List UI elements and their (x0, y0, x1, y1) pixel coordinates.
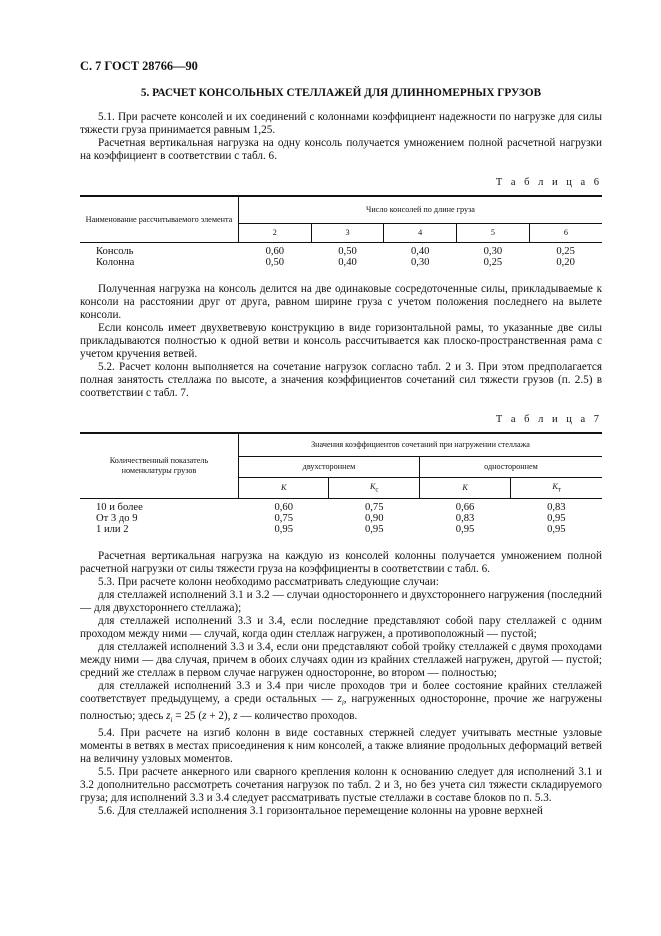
table-cell: 10 и более (96, 502, 143, 513)
table-6-group-header: Число консолей по длине груза (239, 196, 603, 224)
table-cell: 0,95 (364, 524, 384, 535)
page-header: С. 7 ГОСТ 28766—90 (80, 59, 198, 73)
table-cell: 0,95 (455, 524, 475, 535)
table-6-col-header: 5 (457, 224, 530, 243)
table-cell: 0,75 (364, 502, 384, 513)
table-7-col-header: K (239, 478, 329, 499)
paragraph: для стеллажей исполнений 3.1 и 3.2 — случаи одностороннего и двухстороннего нагружения (последний — для двухстороннего стеллажа); (80, 589, 602, 614)
table-row (80, 243, 602, 258)
table-cell: 0,50 (265, 257, 285, 268)
paragraph: Расчетная вертикальная нагрузка на одну консоль получается умножением полной расчетной нагрузки на коэффициент в соответствии с табл. 6. (80, 137, 602, 162)
table-6-col-header: 2 (239, 224, 312, 243)
paragraph: для стеллажей исполнений 3.3 и 3.4, если последние представляют собой пару стеллажей с одним проходом между ними — случай, когда один стеллаж нагружен, а противоположный — пустой; (80, 615, 602, 640)
table-cell: Консоль (96, 246, 134, 257)
table-6 (80, 195, 602, 269)
table-7-row-header: Количественный показатель номенклатуры грузов (80, 433, 239, 499)
table-cell: 0,20 (556, 257, 575, 268)
table-7-col-header: $K_c$ (329, 478, 420, 499)
table-7-col-header: K (419, 478, 510, 499)
table-cell: 0,83 (455, 513, 475, 524)
table-cell: 0,25 (556, 246, 575, 257)
paragraph: 5.2. Расчет колонн выполняется на сочетание нагрузок согласно табл. 2 и 3. При этом предполагается полная занятость стеллажа по высоте, а значения коэффициентов сочетаний сил тяжести грузов (п. 2.5) в соответствии с табл. 7. (80, 361, 602, 399)
paragraph: 5.6. Для стеллажей исполнения 3.1 горизонтальное перемещение колонны на уровне верхней (98, 805, 543, 818)
table-row (80, 524, 602, 536)
document-page (80, 60, 602, 818)
table-cell: От 3 до 9 (96, 513, 138, 524)
table-cell: 0,60 (274, 502, 293, 513)
table-cell: 0,90 (364, 513, 384, 524)
table-7-caption: Т а б л и ц а 7 (495, 414, 602, 425)
paragraph: Полученная нагрузка на консоль делится на две одинаковые сосредоточенные силы, прикладываемые к консоли на расстоянии друг от друга, равном ширине груза с учетом положения последнего на вылете консоли. (80, 283, 602, 321)
table-7-col-header: $K_т$ (511, 478, 602, 499)
paragraph: Расчетная вертикальная нагрузка на каждую из консолей колонны получается умножением полной расчетной нагрузки от силы тяжести груза на коэффициенты в соответствии с табл. 6. (80, 550, 602, 575)
paragraph: 5.3. При расчете колонн необходимо рассматривать следующие случаи: (98, 576, 439, 588)
paragraph-formula: для стеллажей исполнений 3.3 и 3.4 при числе проходов три и более состояние крайних стеллажей соответствует предыдущему, а среди остальных — $z_i$, нагруженных односторонне, прочие же нагружены полностью; здесь $z_i = 25$ (z + 2), z — количество проходов. (80, 680, 602, 725)
table-6-col-header: 3 (311, 224, 384, 243)
table-cell: 0,60 (265, 246, 285, 257)
table-7 (80, 432, 602, 536)
table-6-col-header: 6 (529, 224, 602, 243)
table-cell: 0,66 (455, 502, 475, 513)
table-cell: 0,40 (338, 257, 357, 268)
table-cell: 0,95 (547, 513, 566, 524)
table-cell: 0,50 (338, 246, 357, 257)
table-row (80, 513, 602, 524)
table-7-group-header: Значения коэффициентов сочетаний при нагружении стеллажа (239, 433, 603, 457)
table-cell: Колонна (96, 257, 135, 268)
section-title: 5. РАСЧЕТ КОНСОЛЬНЫХ СТЕЛЛАЖЕЙ ДЛЯ ДЛИННОМЕРНЫХ ГРУЗОВ (140, 87, 542, 99)
table-6-col-header: 4 (384, 224, 457, 243)
table-cell: 0,83 (547, 502, 566, 513)
paragraph: 5.1. При расчете консолей и их соединений с колоннами коэффициент надежности по нагрузке для силы тяжести груза принимается равным 1,25. (80, 111, 602, 136)
table-6-caption: Т а б л и ц а 6 (495, 177, 602, 188)
table-7-subgroup-header: одностороннем (419, 457, 602, 478)
table-7-subgroup-header: двухстороннем (239, 457, 420, 478)
table-6-row-header: Наименование рассчитываемого элемента (80, 196, 239, 243)
paragraph: 5.4. При расчете на изгиб колонн в виде составных стержней следует учитывать местные узловые моменты в ветвях в местах присоединения к ним консолей, а также влияние продольных деформаций ветвей на величину узловых моментов. (80, 727, 602, 766)
table-cell: 0,95 (274, 524, 293, 535)
table-row (80, 499, 602, 514)
table-cell: 0,95 (547, 524, 566, 535)
paragraph: Если консоль имеет двухветвевую конструкцию в виде горизонтальной рамы, то указанные две силы прикладываются полностью к одной ветви и консоль рассчитывается как плоско-пространственная рама с учетом кручения ветвей. (80, 322, 602, 360)
table-cell: 0,75 (274, 513, 293, 524)
table-row (80, 257, 602, 269)
table-cell: 0,25 (483, 257, 503, 268)
paragraph: для стеллажей исполнений 3.3 и 3.4, если они представляют собой тройку стеллажей с двумя проходами между ними — два случая, причем в обоих случаях один из крайних стеллажей нагружен, другой — пустой; средний же стеллаж в первом случае нагружен односторонне, во втором — полностью; (80, 641, 602, 679)
table-cell: 0,30 (483, 246, 503, 257)
table-cell: 0,30 (410, 257, 430, 268)
table-cell: 1 или 2 (96, 524, 129, 535)
paragraph: 5.5. При расчете анкерного или сварного крепления колонн к основанию следует для исполнений 3.1 и 3.2 дополнительно рассмотреть сочетания нагрузок по табл. 2 и 3, но без учета сил тяжести складируемого груза; для исполнений 3.3 и 3.4 следует рассматривать пустые стеллажи в составе блоков по п. 5.3. (80, 766, 602, 805)
table-cell: 0,40 (410, 246, 430, 257)
